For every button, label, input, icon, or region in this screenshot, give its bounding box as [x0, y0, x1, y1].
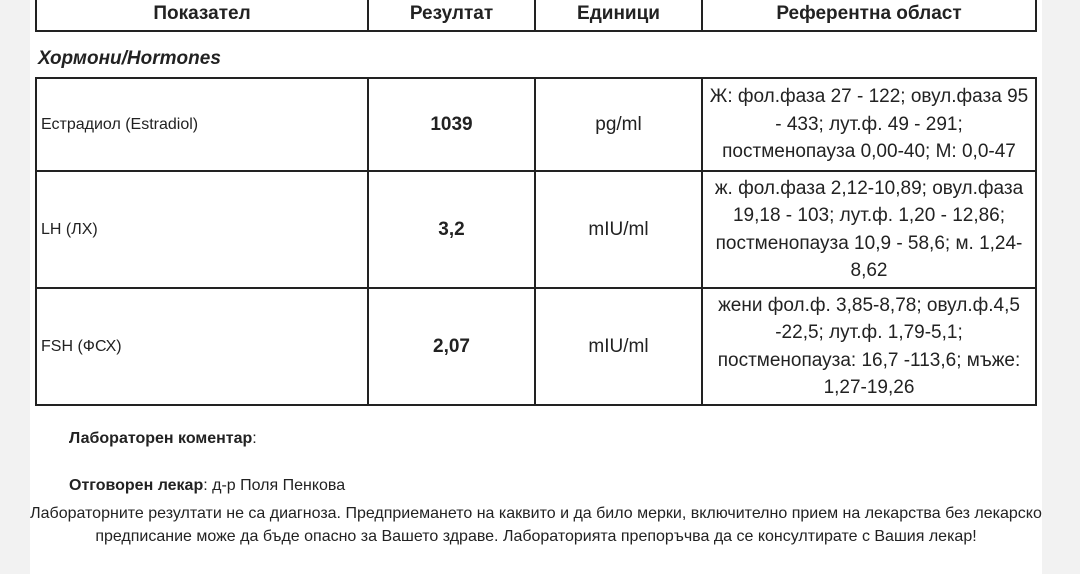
reference-range: Ж: фол.фаза 27 - 122; овул.фаза 95 - 433; лут.ф. 49 - 291; постменопауза 0,00-40; М: 0,0-47 — [702, 78, 1036, 171]
lab-comment — [69, 430, 257, 448]
reference-range: жени фол.ф. 3,85-8,78; овул.ф.4,5 -22,5; лут.ф. 1,79-5,1; постменопауза: 16,7 -113,6; мъже: 1,27-19,26 — [702, 288, 1036, 405]
result-value: 2,07 — [368, 288, 535, 405]
indicator-name: LH (ЛХ) — [36, 171, 368, 288]
results-header — [35, 0, 1037, 32]
responsible-doctor — [69, 477, 345, 495]
column-header-indicator: Показател — [36, 0, 368, 31]
unit-value: mIU/ml — [535, 288, 702, 405]
doctor-name: : д-р Поля Пенкова — [203, 477, 346, 494]
lab-comment-value: : — [252, 430, 257, 447]
reference-range: ж. фол.фаза 2,12-10,89; овул.фаза 19,18 - 103; лут.ф. 1,20 - 12,86; постменопауза 10,9 - 58,6; м. 1,24-8,62 — [702, 171, 1036, 288]
lab-comment-label: Лабораторен коментар — [69, 430, 253, 447]
unit-value: mIU/ml — [535, 171, 702, 288]
column-header-units: Единици — [535, 0, 702, 31]
table-row — [36, 171, 1036, 288]
header-row — [36, 0, 1036, 31]
result-value: 3,2 — [368, 171, 535, 288]
section-title: Хормони/Hormones — [38, 48, 221, 69]
disclaimer-text: Лабораторните резултати не са диагноза. Предприемането на каквито и да било мерки, включително прием на лекарства без лекарско предписание може да бъде опасно за Вашето здраве. Лабораторията препоръчва да се консултирате с Вашия лекар! — [30, 505, 1042, 545]
column-header-result: Резултат — [368, 0, 535, 31]
result-value: 1039 — [368, 78, 535, 171]
table-row — [36, 288, 1036, 405]
indicator-name: Естрадиол (Estradiol) — [36, 78, 368, 171]
indicator-name: FSH (ФСХ) — [36, 288, 368, 405]
column-header-reference: Референтна област — [702, 0, 1036, 31]
table-row — [36, 78, 1036, 171]
hormones-table — [35, 77, 1037, 406]
unit-value: pg/ml — [535, 78, 702, 171]
doctor-label: Отговорен лекар — [69, 477, 204, 494]
